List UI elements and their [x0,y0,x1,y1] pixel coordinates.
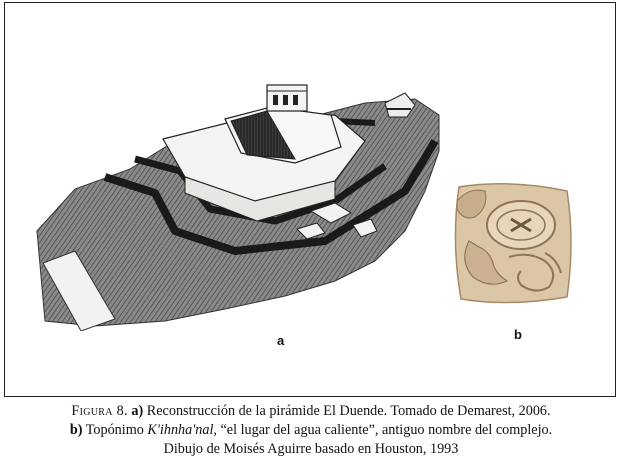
caption-line-3: Dibujo de Moisés Aguirre basado en Houston, 1993 [163,441,459,457]
figure-label: Figura 8. [71,403,128,419]
pyramid-reconstruction-drawing [35,81,441,331]
panel-label-b: b [514,327,522,342]
caption-line-1 [0,402,622,421]
toponym-name: K'ihnha'nal [147,422,214,438]
caption-a-text: Reconstrucción de la pirámide El Duende. Tomado de Demarest, 2006. [143,403,551,419]
caption-b-text-after: , “el lugar del agua caliente”, antiguo nombre del complejo. [213,422,553,438]
caption-b-text-before: Topónimo [82,422,148,438]
panel-label-a: a [277,333,285,348]
panel-a-marker: a) [131,403,144,419]
figure-frame [4,2,616,397]
figure-caption [0,402,622,459]
toponym-glyph-drawing [449,181,575,307]
panel-b-marker: b) [69,422,83,438]
caption-line-2 [0,421,622,440]
